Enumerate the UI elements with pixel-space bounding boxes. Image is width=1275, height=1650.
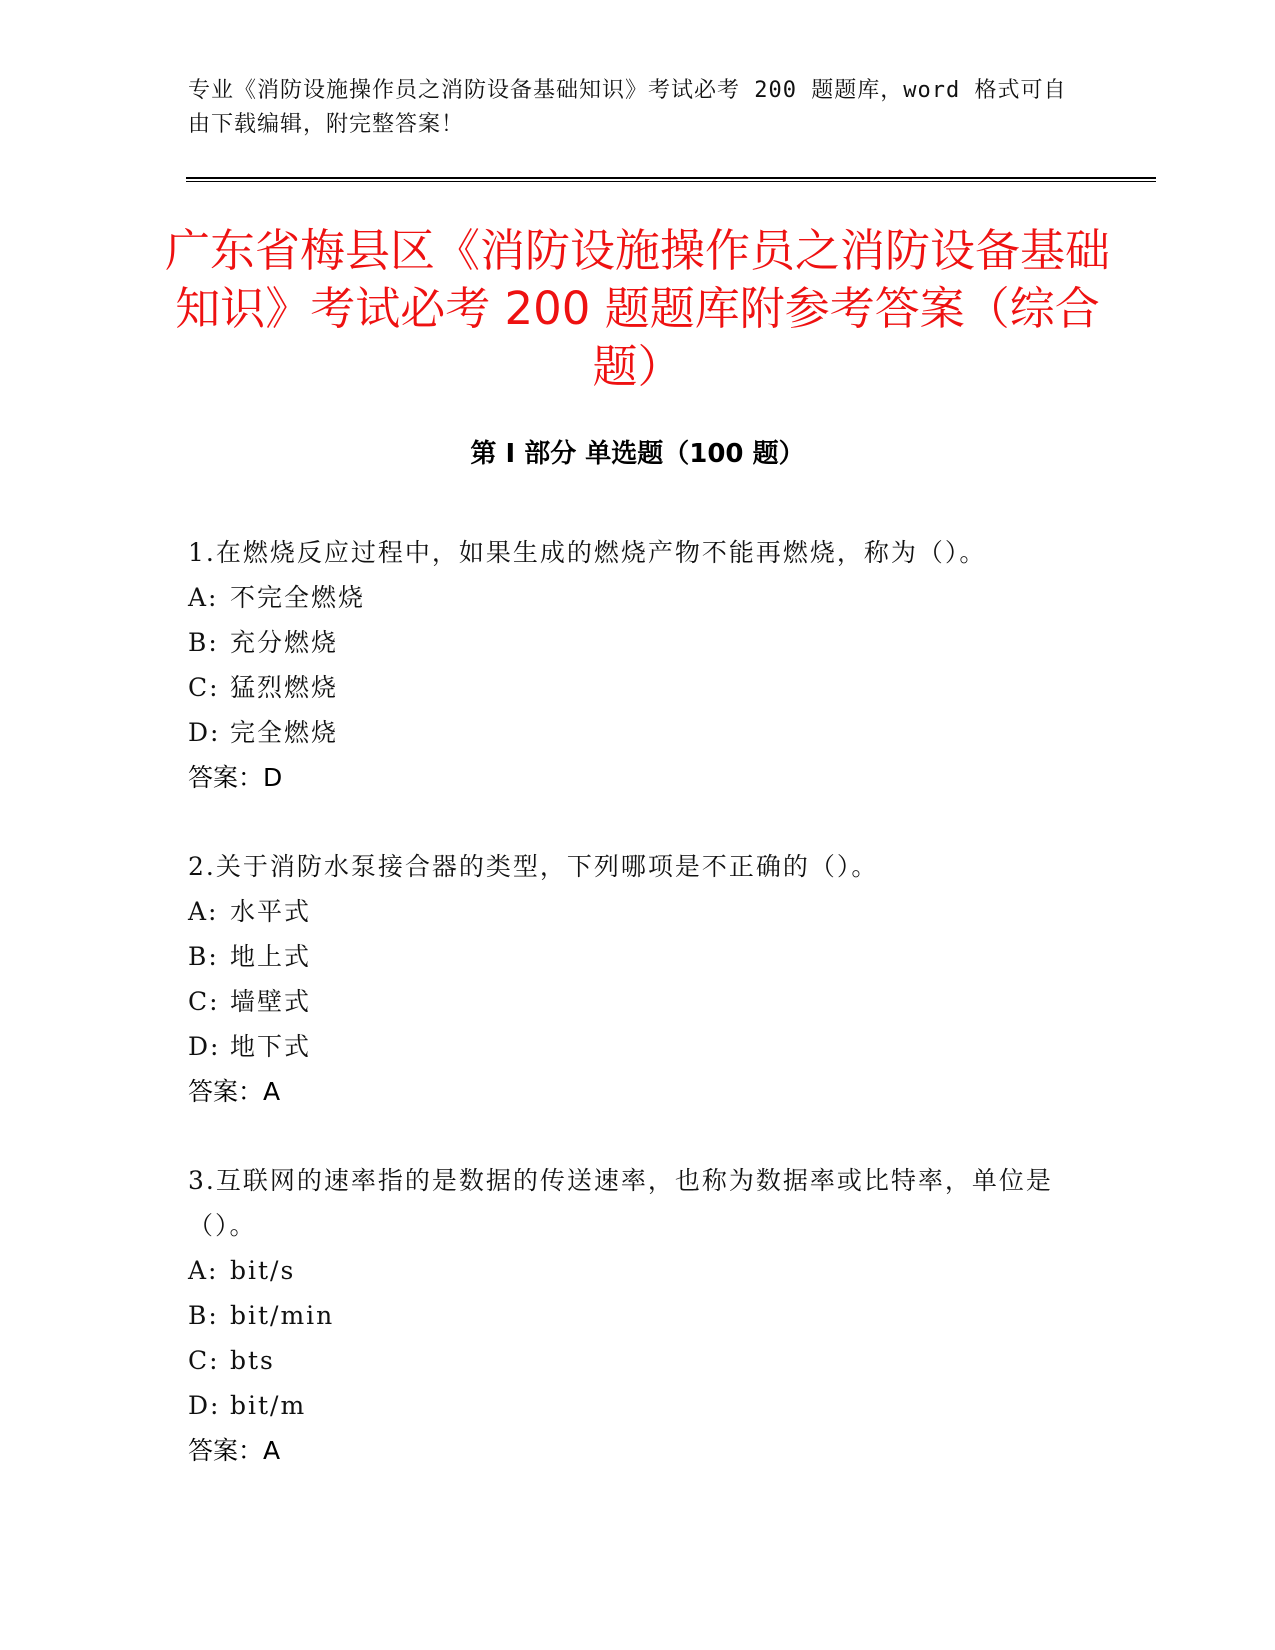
- option-text: 完全燃烧: [230, 718, 339, 747]
- option-a: [188, 889, 1068, 934]
- question-stem: 3.互联网的速率指的是数据的传送速率，也称为数据率或比特率，单位是（）。: [188, 1166, 1053, 1240]
- option-c: [188, 979, 1068, 1024]
- option-letter: A:: [188, 583, 219, 612]
- option-letter: D:: [188, 718, 221, 747]
- option-b: [188, 620, 1068, 665]
- option-text: 猛烈燃烧: [230, 673, 339, 702]
- option-c: [188, 1338, 1068, 1383]
- option-c: [188, 665, 1068, 710]
- question-1: [188, 530, 1068, 800]
- option-letter: A:: [188, 1256, 219, 1285]
- option-letter: B:: [188, 1301, 219, 1330]
- option-text: 不完全燃烧: [230, 583, 366, 612]
- option-text: bit/s: [230, 1256, 296, 1285]
- question-3: [188, 1158, 1068, 1473]
- question-stem: 1.在燃烧反应过程中，如果生成的燃烧产物不能再燃烧，称为（）。: [188, 538, 987, 567]
- option-d: [188, 1024, 1068, 1069]
- option-d: [188, 1383, 1068, 1428]
- header-divider: [186, 177, 1156, 182]
- option-text: bts: [230, 1346, 275, 1375]
- option-letter: C:: [188, 987, 220, 1016]
- option-b: [188, 934, 1068, 979]
- option-text: 水平式: [230, 897, 312, 926]
- option-b: [188, 1293, 1068, 1338]
- question-list: [188, 530, 1068, 1517]
- option-letter: B:: [188, 942, 219, 971]
- option-letter: C:: [188, 673, 220, 702]
- option-letter: D:: [188, 1391, 221, 1420]
- document-title: 广东省梅县区《消防设施操作员之消防设备基础知识》考试必考 200 题题库附参考答案（综合题）: [164, 224, 1110, 393]
- question-stem: 2.关于消防水泵接合器的类型，下列哪项是不正确的（）。: [188, 852, 879, 881]
- option-a: [188, 575, 1068, 620]
- answer-line: 答案：A: [188, 1077, 281, 1106]
- option-text: 充分燃烧: [230, 628, 339, 657]
- option-d: [188, 710, 1068, 755]
- option-text: bit/min: [230, 1301, 335, 1330]
- option-text: bit/m: [230, 1391, 307, 1420]
- option-letter: C:: [188, 1346, 220, 1375]
- option-a: [188, 1248, 1068, 1293]
- question-2: [188, 844, 1068, 1114]
- answer-line: 答案：A: [188, 1436, 281, 1465]
- option-letter: B:: [188, 628, 219, 657]
- header-note: 专业《消防设施操作员之消防设备基础知识》考试必考 200 题题库，word 格式可自由下载编辑，附完整答案！: [188, 78, 1067, 137]
- answer-line: 答案：D: [188, 763, 283, 792]
- section-heading: 第 I 部分 单选题（100 题）: [470, 439, 805, 469]
- option-letter: D:: [188, 1032, 221, 1061]
- option-text: 墙壁式: [230, 987, 312, 1016]
- option-text: 地上式: [230, 942, 312, 971]
- option-text: 地下式: [230, 1032, 312, 1061]
- option-letter: A:: [188, 897, 219, 926]
